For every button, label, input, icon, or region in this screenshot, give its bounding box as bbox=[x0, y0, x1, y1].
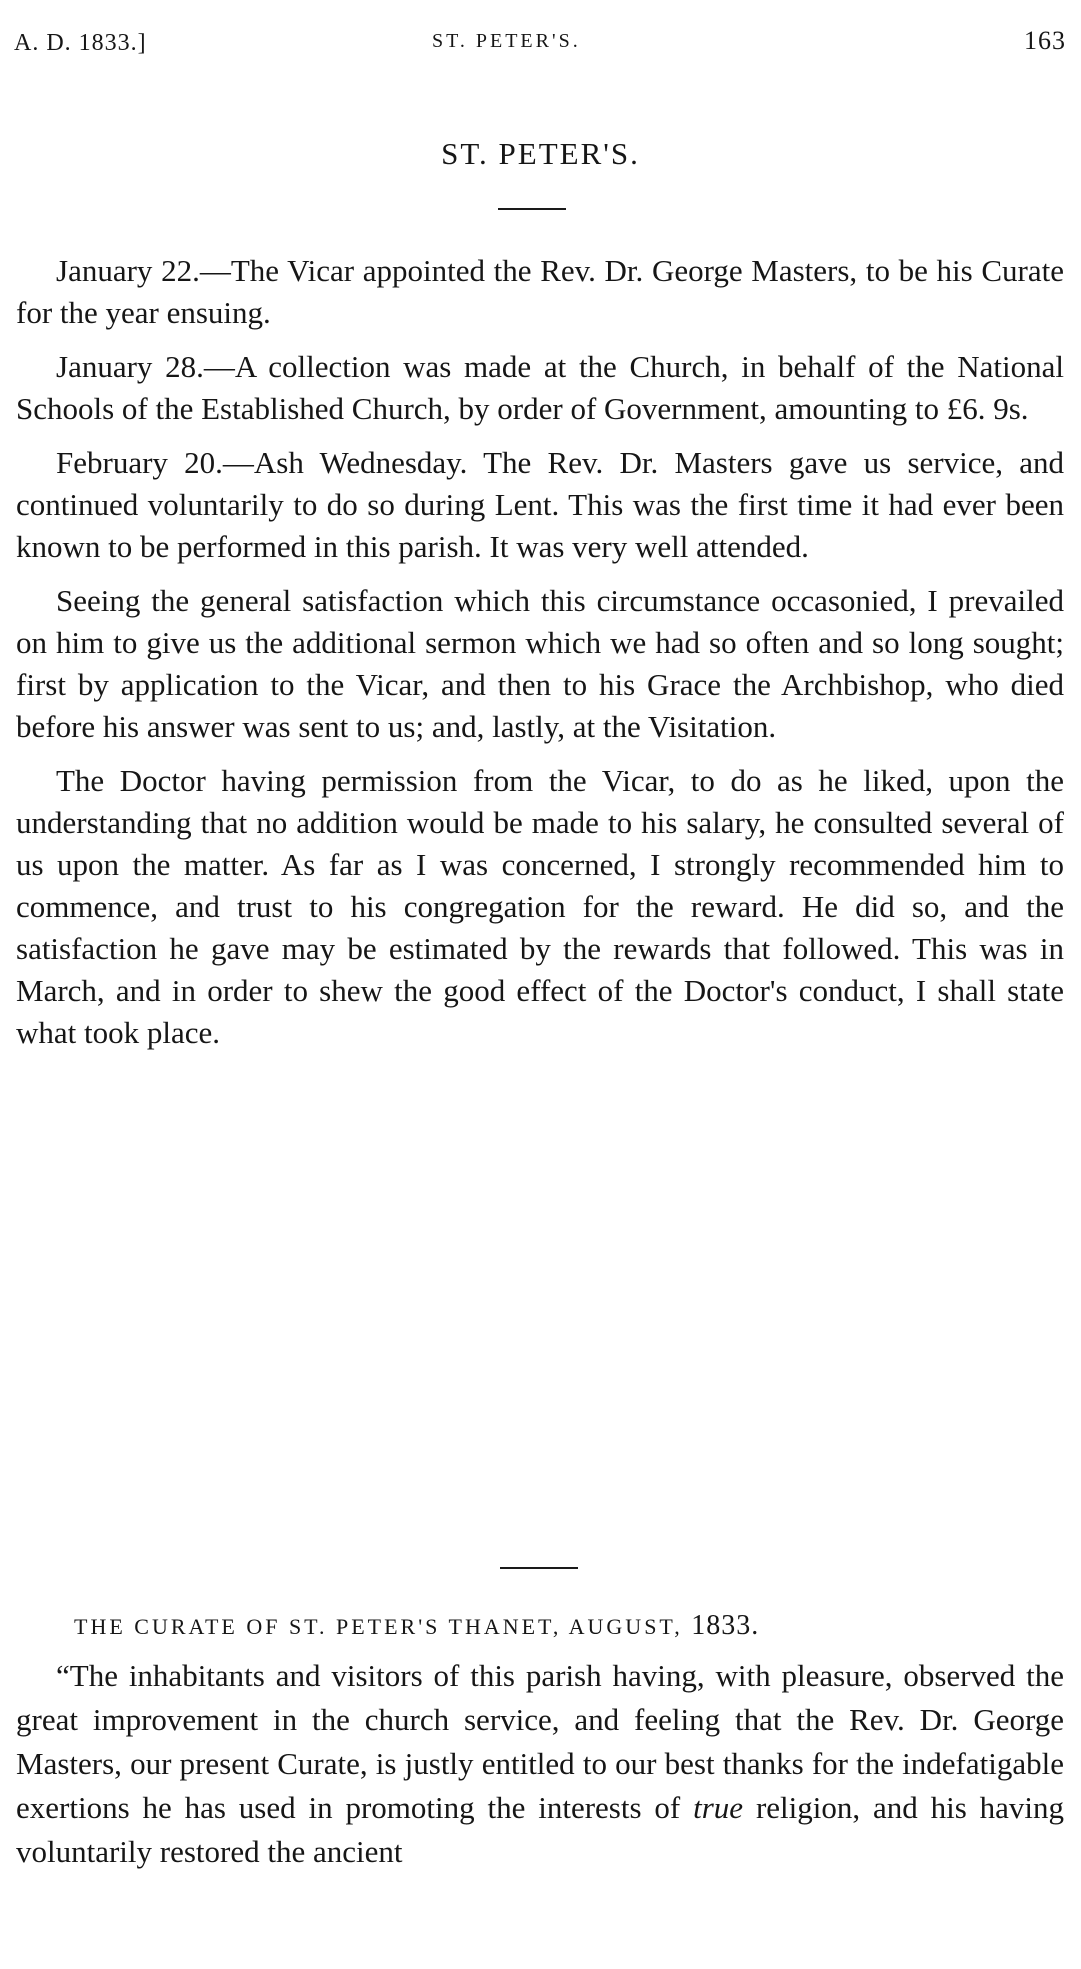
title-divider bbox=[498, 208, 566, 210]
paragraph-january-22: January 22.—The Vicar appointed the Rev. Dr. George Masters, to be his Curate for the year ensuing. bbox=[16, 253, 1064, 330]
section-heading bbox=[74, 1610, 759, 1642]
running-head bbox=[14, 26, 1066, 66]
address-text bbox=[16, 1654, 1064, 1874]
address-italic-word: true bbox=[693, 1790, 744, 1825]
address-text-before: “The inhabitants and visitors of this parish having, with pleasure, observed the great improvement in the church service, and feeling that the Rev. Dr. George Masters, our present Curate, is justly entitled to our best thanks for the indefatigable exertions he has used in promoting the interests of bbox=[16, 1658, 1064, 1825]
paragraph-february-20: February 20.—Ash Wednesday. The Rev. Dr. Masters gave us service, and continued voluntarily to do so during Lent. This was the first time it had ever been known to be performed in this parish. It was very well attended. bbox=[16, 445, 1064, 564]
running-head-date: A. D. 1833.] bbox=[14, 30, 147, 56]
section-heading-year: 1833. bbox=[691, 1610, 760, 1641]
address-text-after: religion, and his having voluntarily restored the ancient bbox=[16, 1790, 1065, 1869]
page-title: ST. PETER'S. bbox=[441, 136, 640, 171]
paragraph-general-satisfaction: Seeing the general satisfaction which this circumstance occasonied, I prevailed on him to give us the additional sermon which we had so often and so long sought; first by application to the Vicar, and then to his Grace the Archbishop, who died before his answer was sent to us; and, lastly, at the Visitation. bbox=[16, 583, 1064, 744]
section-heading-text: THE CURATE OF ST. PETER'S THANET, AUGUST, bbox=[74, 1614, 683, 1639]
address-paragraph bbox=[16, 1654, 1064, 1874]
section-divider bbox=[500, 1567, 578, 1569]
paragraph-doctor-permission: The Doctor having permission from the Vicar, to do as he liked, upon the understanding that no addition would be made to his salary, he consulted several of us upon the matter. As far as I was concerned, I strongly recommended him to commence, and trust to his congregation for the reward. He did so, and the satisfaction he gave may be estimated by the rewards that followed. This was in March, and in order to shew the good effect of the Doctor's conduct, I shall state what took place. bbox=[16, 763, 1064, 1050]
page-number: 163 bbox=[1024, 26, 1066, 55]
body-text bbox=[16, 250, 1064, 1066]
running-head-title: ST. PETER'S. bbox=[432, 30, 581, 52]
paragraph-january-28: January 28.—A collection was made at the Church, in behalf of the National Schools of the Established Church, by order of Government, amounting to £6. 9s. bbox=[16, 349, 1064, 426]
